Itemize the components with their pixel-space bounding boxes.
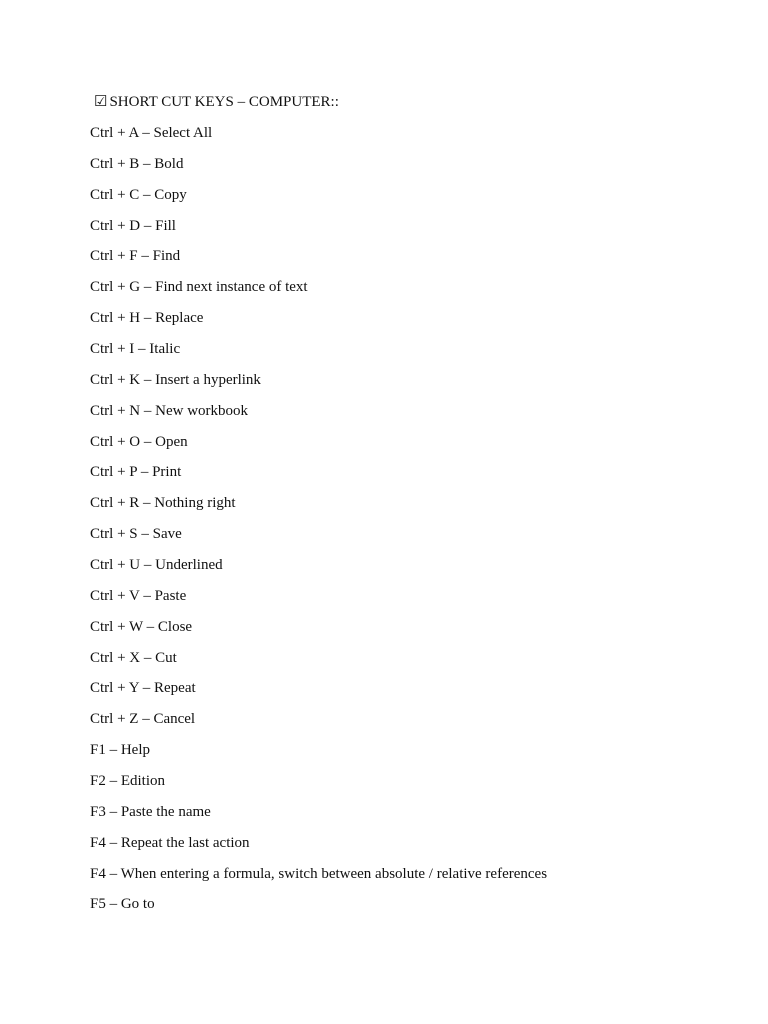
shortcut-item: Ctrl + H – Replace (90, 310, 204, 327)
shortcut-item: Ctrl + I – Italic (90, 341, 181, 358)
shortcut-item: Ctrl + G – Find next instance of text (90, 279, 308, 296)
shortcut-item: Ctrl + Y – Repeat (90, 680, 196, 697)
shortcut-item: F2 – Edition (90, 773, 166, 790)
shortcut-item: Ctrl + Z – Cancel (90, 711, 196, 728)
shortcut-item: Ctrl + P – Print (90, 464, 182, 481)
shortcut-item: Ctrl + S – Save (90, 526, 182, 543)
shortcut-item: Ctrl + K – Insert a hyperlink (90, 371, 261, 388)
shortcut-item: Ctrl + U – Underlined (90, 557, 223, 574)
shortcut-item: Ctrl + B – Bold (90, 155, 184, 172)
shortcut-item: Ctrl + F – Find (90, 248, 181, 265)
shortcut-item: Ctrl + O – Open (90, 433, 188, 450)
shortcut-item: Ctrl + W – Close (90, 618, 193, 635)
shortcut-item: F4 – Repeat the last action (90, 834, 250, 851)
shortcut-item: F5 – Go to (90, 896, 155, 913)
document-title (94, 91, 730, 113)
document-page (90, 91, 730, 924)
shortcut-item: Ctrl + X – Cut (90, 649, 177, 666)
shortcut-item: F4 – When entering a formula, switch between absolute / relative references (90, 865, 548, 882)
shortcut-list (90, 122, 730, 915)
shortcut-item: Ctrl + A – Select All (90, 125, 213, 141)
shortcut-item: F1 – Help (90, 742, 150, 759)
shortcut-item: Ctrl + R – Nothing right (90, 495, 236, 512)
shortcut-item: Ctrl + N – New workbook (90, 402, 249, 419)
shortcut-item: Ctrl + D – Fill (90, 217, 176, 234)
shortcut-item: F3 – Paste the name (90, 803, 211, 820)
document-title-text: SHORT CUT KEYS – COMPUTER:: (109, 94, 339, 110)
checkbox-icon: ☑ (94, 94, 108, 110)
shortcut-item: Ctrl + C – Copy (90, 186, 187, 203)
shortcut-item: Ctrl + V – Paste (90, 587, 187, 604)
